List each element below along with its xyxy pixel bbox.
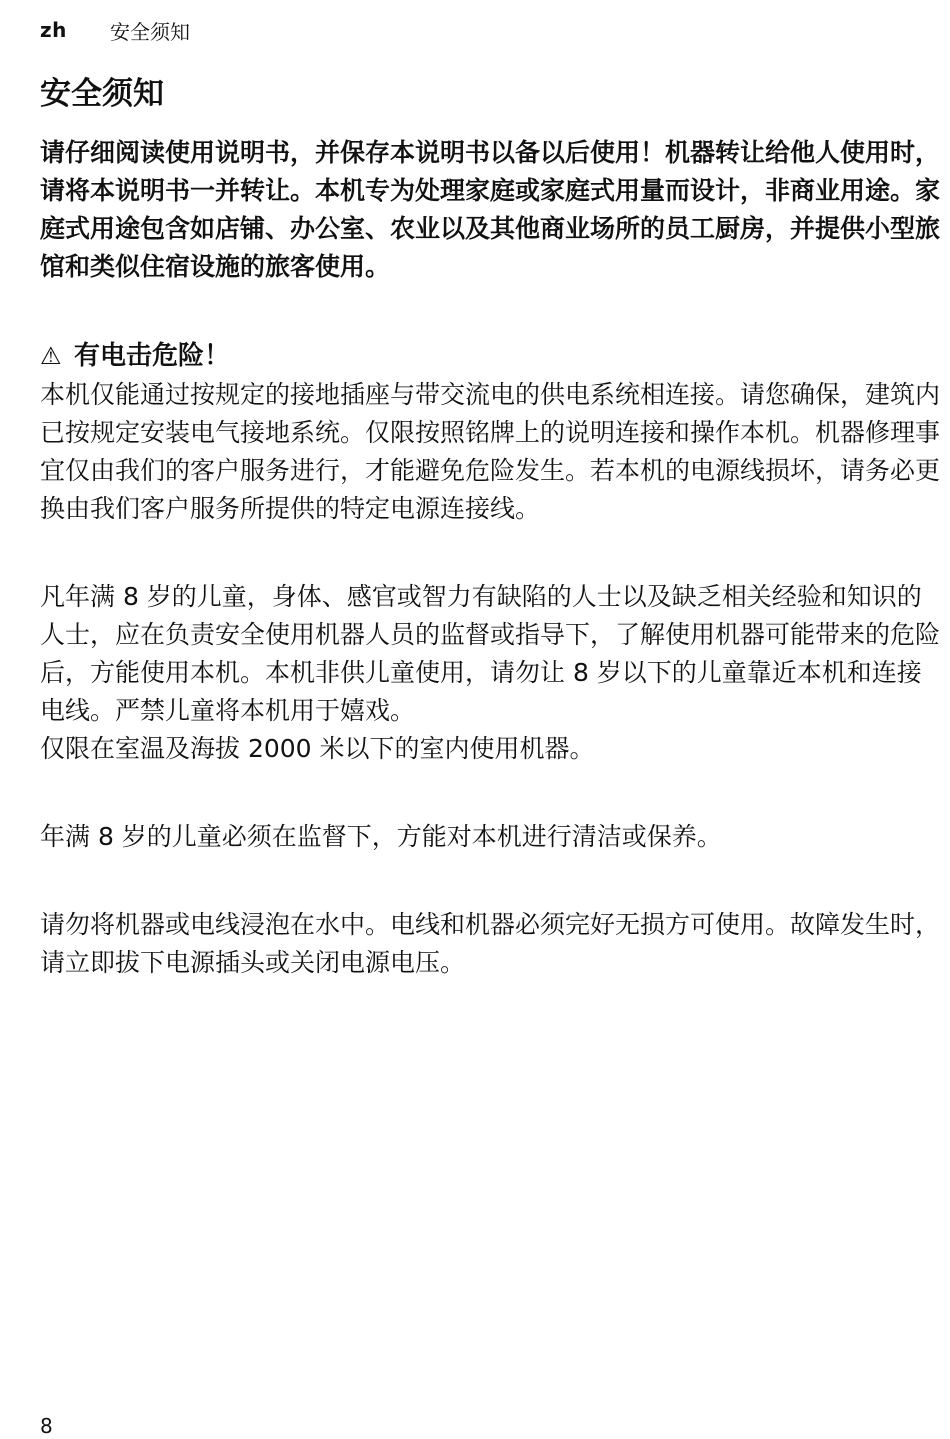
language-code: zh [40, 18, 67, 42]
document-content [40, 72, 940, 982]
indoor-use-paragraph: 仅限在室温及海拔 2000 米以下的室内使用机器。 [40, 734, 595, 763]
page-header [40, 16, 190, 44]
section-title: 安全须知 [110, 19, 190, 44]
water-paragraph: 请勿将机器或电线浸泡在水中。电线和机器必须完好无损方可使用。故障发生时，请立即拔下电源插头或关闭电源电压。 [40, 910, 941, 977]
warning-triangle-icon: ⚠ [40, 342, 62, 370]
warning-title: 有电击危险！ [74, 341, 231, 371]
page-number: 8 [40, 1414, 53, 1438]
electric-shock-paragraph: 本机仅能通过按规定的接地插座与带交流电的供电系统相连接。请您确保，建筑内已按规定安装电气接地系统。仅限按照铭牌上的说明连接和操作本机。机器修理事宜仅由我们的客户服务进行，才能避免危险发生。若本机的电源线损坏，请务必更换由我们客户服务所提供的特定电源连接线。 [40, 380, 941, 523]
warning-heading [40, 336, 940, 376]
cleaning-paragraph: 年满 8 岁的儿童必须在监督下，方能对本机进行清洁或保养。 [40, 822, 722, 851]
intro-paragraph: 请仔细阅读使用说明书，并保存本说明书以备以后使用！机器转让给他人使用时，请将本说明书一并转让。本机专为处理家庭或家庭式用量而设计，非商业用途。家庭式用途包含如店铺、办公室、农业以及其他商业场所的员工厨房，并提供小型旅馆和类似住宿设施的旅客使用。 [40, 138, 941, 281]
page-title: 安全须知 [40, 76, 164, 112]
children-paragraph: 凡年满 8 岁的儿童，身体、感官或智力有缺陷的人士以及缺乏相关经验和知识的人士，应在负责安全使用机器人员的监督或指导下，了解使用机器可能带来的危险后，方能使用本机。本机非供儿童使用，请勿让 8 岁以下的儿童靠近本机和连接电线。严禁儿童将本机用于嬉戏。 [40, 582, 941, 725]
